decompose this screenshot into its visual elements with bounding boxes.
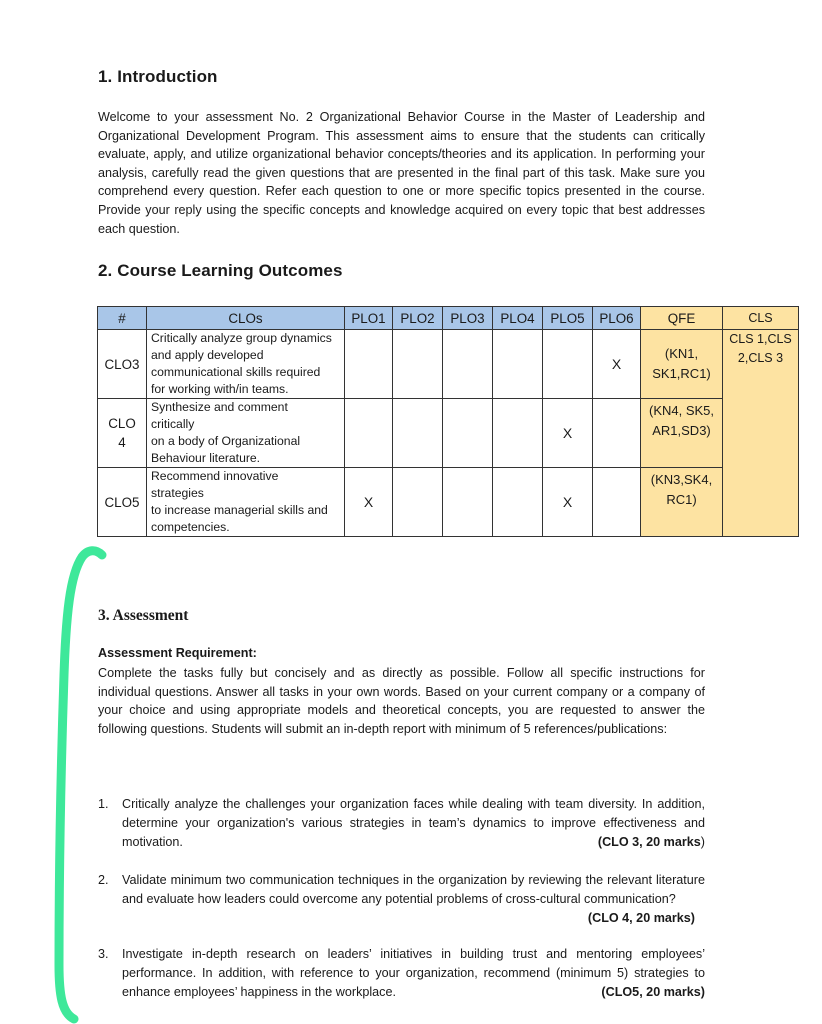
question-text: Critically analyze the challenges your organization faces while dealing with team diversity. In addition, determine your organization's various strategies in team’s dynamics to improve effectiveness and motivation. [122,797,705,849]
introduction-heading: 1. Introduction [98,67,218,86]
plo-cell: X [543,468,593,537]
col-header: # [98,307,147,330]
plo-cell [443,399,493,468]
question-item [98,795,705,855]
table-row [98,399,799,468]
introduction-paragraph: Welcome to your assessment No. 2 Organizational Behavior Course in the Master of Leadership and Organizational Development Program. This assessment aims to ensure that the students can critically evaluate, apply, and utilize organizational behavior concepts/theories and its application. In performing your analysis, carefully read the given questions that are presented in the final part of this task. Make sure you comprehend every question. Refer each question to one or more specific topics presented in the course. Provide your reply using the specific concepts and knowledge acquired on every topic that best addresses each question. [98,110,705,236]
plo-cell [493,330,543,399]
question-marks: (CLO 4, 20 marks) [587,911,695,925]
question-text: Investigate in-depth research on leaders’ initiatives in building trust and mentoring employees’ performance. In addition, with reference to your organization, recommend (minimum 5) strategies to enhance employees’ happiness in the workplace. [122,947,705,999]
plo-cell [393,399,443,468]
question-marks: (CLO5, 20 marks) [601,985,705,999]
clo-description: Synthesize and comment critically on a body of Organizational Behaviour literature. [147,399,345,468]
plo-cell [443,330,493,399]
plo-cell [443,468,493,537]
question-text: Validate minimum two communication techniques in the organization by reviewing the relevant literature and evaluate how leaders could overcome any potential problems of cross-cultural communication? [122,873,705,906]
plo-cell: X [593,330,641,399]
col-header: PLO5 [543,307,593,330]
plo-cell [493,468,543,537]
clo-id: CLO3 [98,330,147,399]
col-header: CLS [723,307,799,330]
table-header-row [98,307,799,330]
plo-cell [345,399,393,468]
question-number: 1. [98,797,109,811]
clo-id: CLO5 [98,468,147,537]
cls-cell [723,468,799,537]
plo-cell [393,330,443,399]
plo-cell [493,399,543,468]
clo-description: Critically analyze group dynamics and apply developed communicational skills required for working with/in teams. [147,330,345,399]
question-item [98,871,705,931]
col-header: QFE [641,307,723,330]
clo-description: Recommend innovative strategies to increase managerial skills and competencies. [147,468,345,537]
col-header: PLO6 [593,307,641,330]
question-number: 3. [98,947,109,961]
table-row [98,330,799,399]
question-marks: (CLO 3, 20 marks) [597,835,705,849]
col-header: PLO1 [345,307,393,330]
requirement-title: Assessment Requirement: [98,646,257,660]
clo-id: CLO 4 [98,399,147,468]
qfe-cell: (KN4, SK5, AR1,SD3) [641,399,723,468]
qfe-cell: (KN3,SK4, RC1) [641,468,723,537]
cls-cell [723,399,799,468]
col-header: PLO3 [443,307,493,330]
learning-outcomes-heading: 2. Course Learning Outcomes [98,261,343,280]
plo-cell [593,399,641,468]
qfe-cell: (KN1, SK1,RC1) [641,330,723,399]
col-header: CLOs [147,307,345,330]
plo-cell: X [345,468,393,537]
question-number: 2. [98,873,109,887]
requirement-paragraph: Complete the tasks fully but concisely and as directly as possible. Follow all specific instructions for individual questions. Answer all tasks in your own words. Based on your current company or a company of your choice and using appropriate models and theoretical concepts, you are requested to answer the following questions. Students will submit an in-depth report with minimum of 5 references/publications: [98,666,705,736]
assessment-heading: 3. Assessment [98,607,189,624]
col-header: PLO4 [493,307,543,330]
table-row [98,468,799,537]
cls-cell: CLS 1,CLS 2,CLS 3 [723,330,799,399]
plo-cell [345,330,393,399]
plo-cell: X [543,399,593,468]
clo-table [97,306,799,537]
plo-cell [543,330,593,399]
question-item [98,945,705,1005]
col-header: PLO2 [393,307,443,330]
plo-cell [393,468,443,537]
plo-cell [593,468,641,537]
